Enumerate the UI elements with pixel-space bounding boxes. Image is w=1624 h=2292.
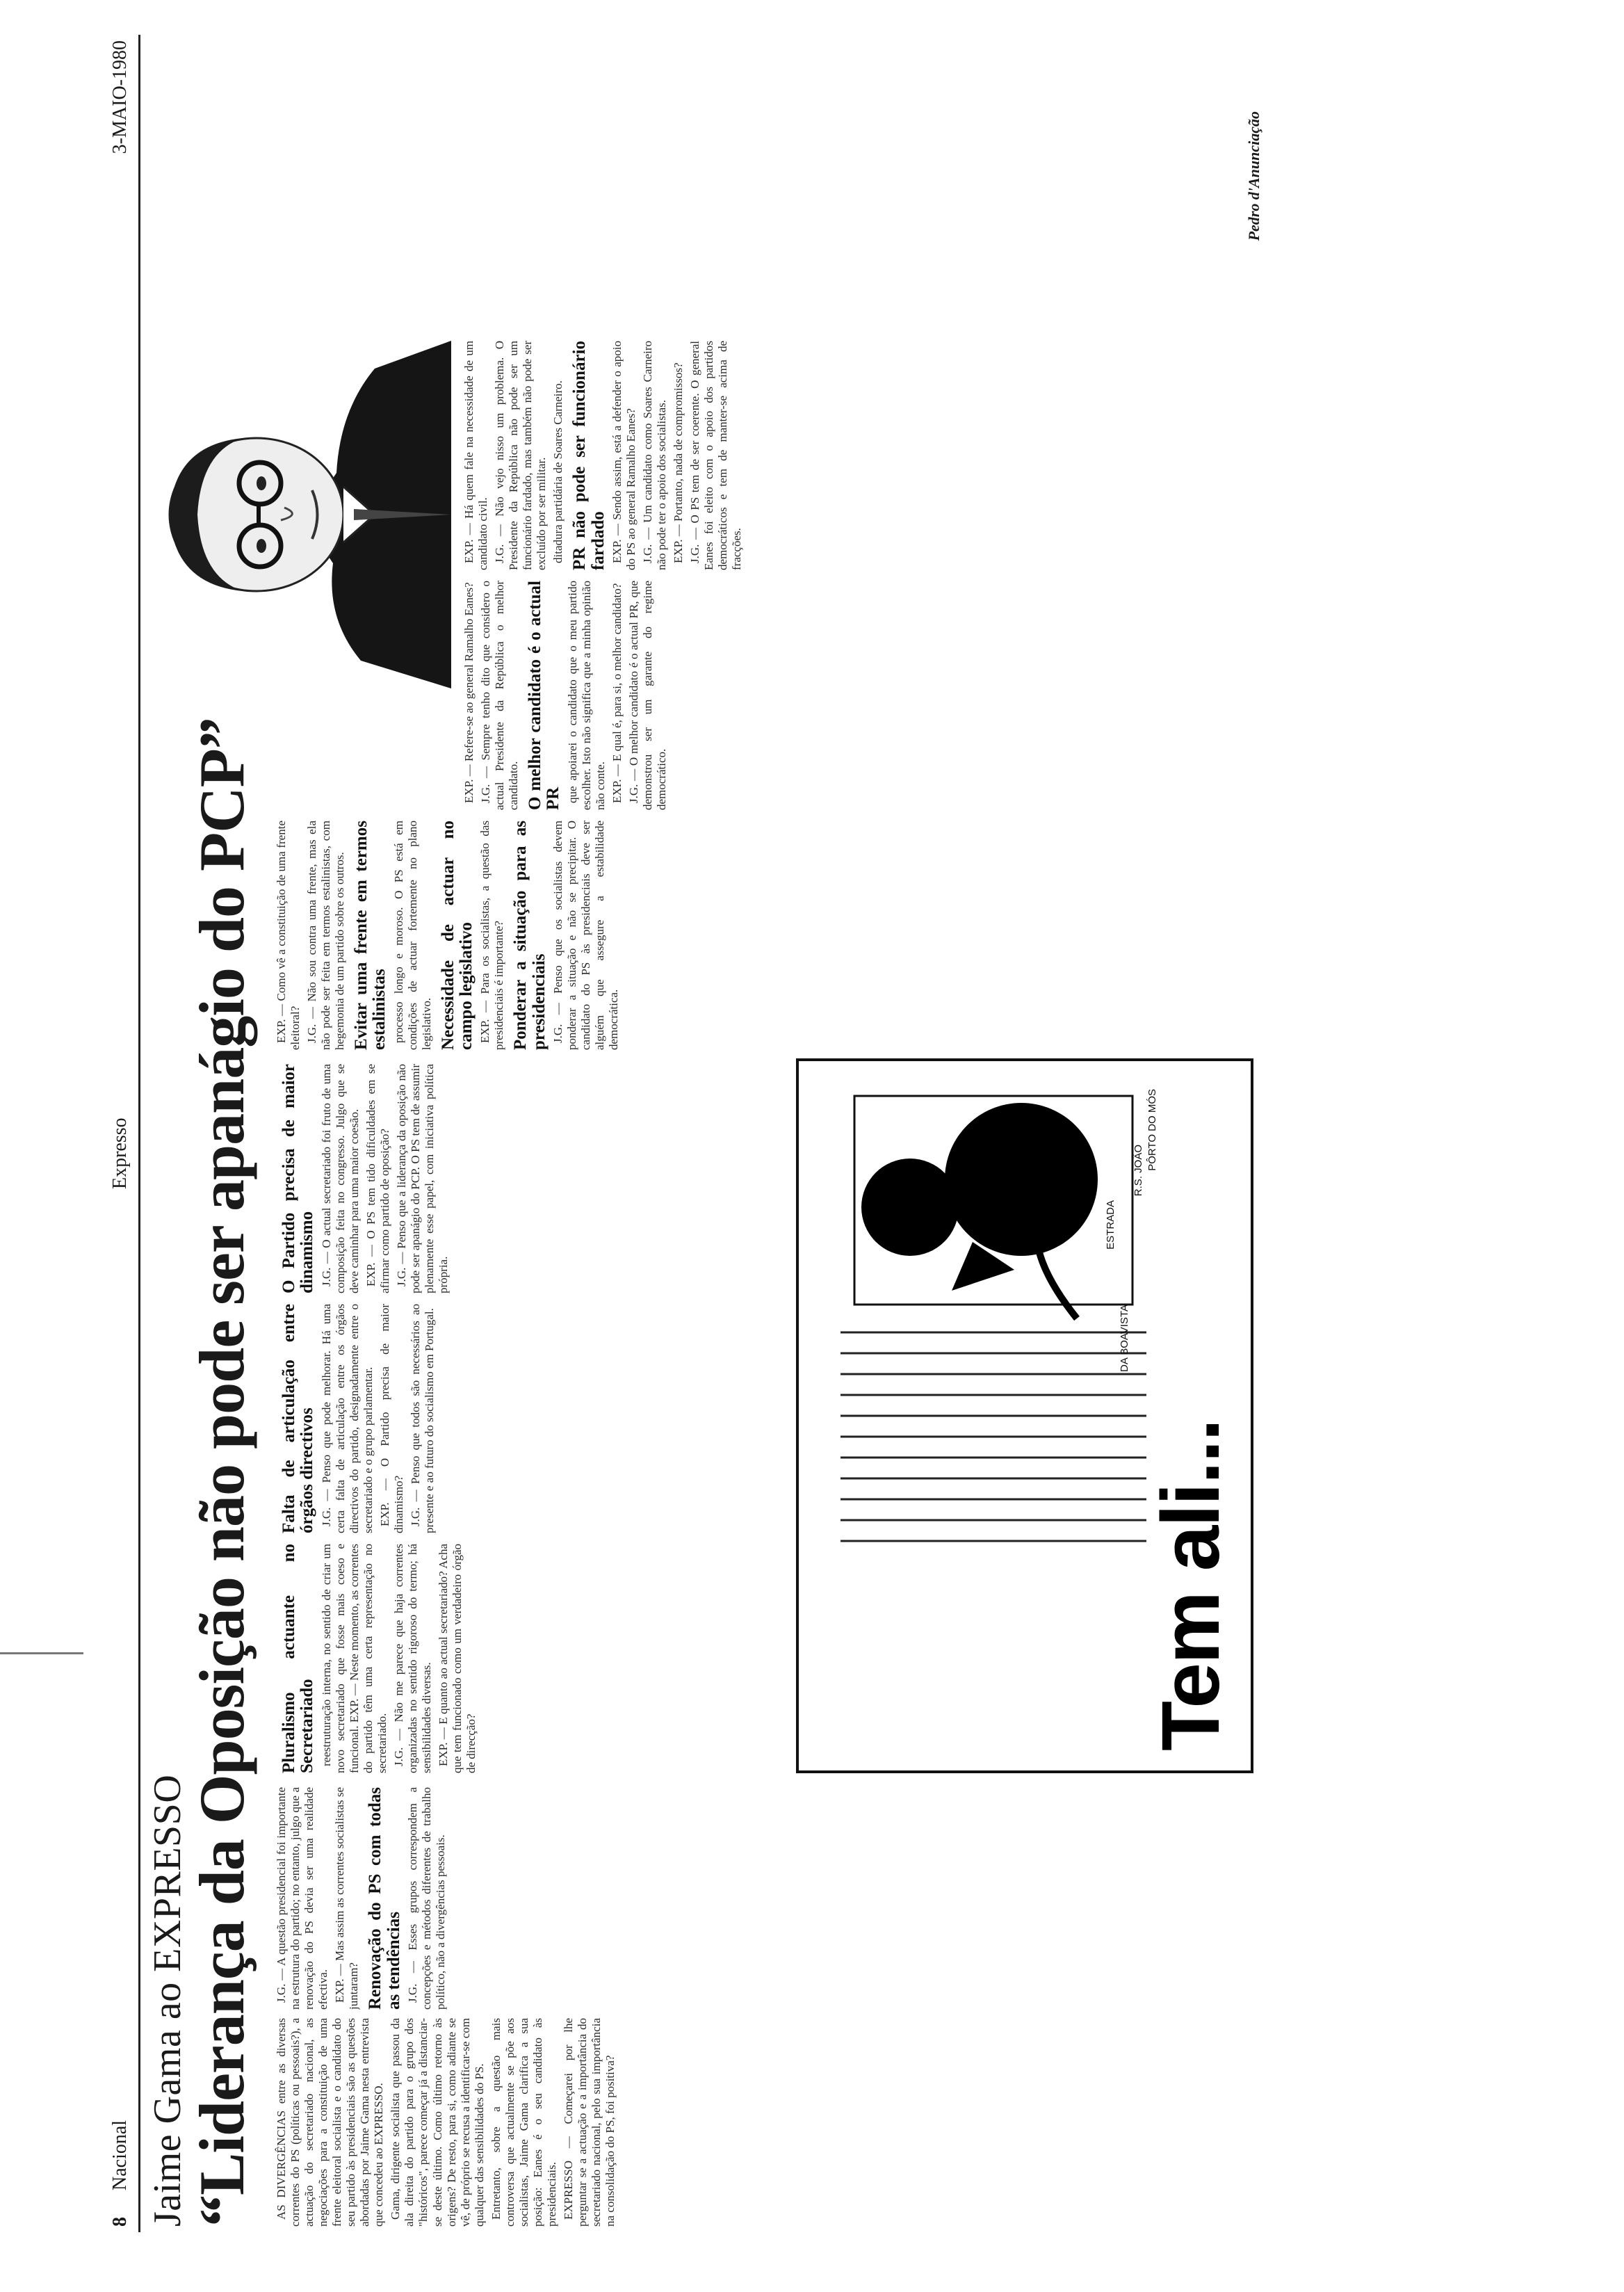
article-column-8 (462, 341, 1436, 570)
article-paragraph: J.G. — Não sou contra uma frente, mas ela não pode ser feita em termos estalinistas, com hegemonia de um partido sobre os outros. (305, 821, 347, 1050)
article-paragraph: J.G. — A questão presidencial foi importante na estrutura do partido; no entanto, julgo que a renovação do PS devia ser uma realidade efectiva. (275, 1787, 330, 2010)
article-paragraph: processo longo e moroso. O PS está em condições de actuar fortemente no plano legislativo. (391, 821, 433, 1050)
article-paragraph: EXP. — Para os socialistas, a questão das presidenciais é importante? (478, 821, 506, 1050)
subhead: O melhor candidato é o actual PR (526, 581, 563, 810)
portrait-photo-illustration (145, 341, 451, 702)
article-paragraph: J.G. — O actual secretariado foi fruto de uma composição feita no congresso. Julgo que se deve caminhar para uma maior coesão. (319, 1064, 361, 1293)
article-paragraph: J.G. — Penso que todos são necessários ao presente e ao futuro do socialismo em Portugal. (408, 1304, 436, 1533)
scan-margin-mark (0, 1652, 83, 1654)
publication-name: Expresso (109, 1117, 131, 1189)
article-paragraph: Entretanto, sobre a questão mais controversa que actualmente se põe aos socialistas, Jaime Gama clarifica a sua posição: Eanes é o seu candidato às presidenciais. (489, 2018, 558, 2227)
article-paragraph: J.G. — Penso que pode melhorar. Há uma certa falta de articulação entre os órgãos directivos do partido, designadamente entre o secretariado e o grupo parlamentar. (319, 1304, 375, 1533)
portrait-photo (145, 341, 451, 702)
subhead: Evitar uma frente em termos estalinistas (352, 821, 389, 1050)
article-paragraph: J.G. — Não me parece que haja correntes organizadas no sentido rigoroso do termo; há sensibilidades diversas. (391, 1544, 433, 1773)
ad-slogan: Tem ali... (1145, 1419, 1237, 1751)
subhead: PR não pode ser funcionário fardado (570, 341, 608, 570)
advertisement-box (796, 1058, 1253, 1773)
article-paragraph: EXP. — Mas assim as correntes socialistas se juntaram? (333, 1787, 361, 2010)
article-column-5 (275, 1064, 782, 1293)
article-paragraph: J.G. — Esses grupos correspondem a concepções e métodos diferentes de trabalho político, não a divergências pessoais. (405, 1787, 447, 2010)
article-paragraph: EXP. — Portanto, nada de compromissos? (672, 362, 685, 563)
article-column-1 (275, 2018, 1248, 2227)
article-paragraph: J.G. — Penso que a liderança da oposição não pode ser apanágio do PCP. O PS tem de assumir plenamente esse papel, com iniciativa política própria. (394, 1064, 450, 1293)
article-kicker: Jaime Gama ao EXPRESSO (146, 1774, 189, 2227)
article-paragraph: J.G. — Penso que os socialistas devem ponderar a situação e não se precipitar. O candidato do PS às presidenciais deve ser alguém que assegure a estabilidade democrática. (551, 821, 621, 1050)
article-paragraph: J.G. — Não vejo nisso um problema. O Presidente da República não pode ser um funcionário fardado, mas também não pode ser excluído por ser militar. (493, 341, 549, 570)
article-paragraph: EXP. — Como vê a constituição de uma frente eleitoral? (275, 821, 302, 1050)
article-paragraph: EXP. — E qual é, para si, o melhor candidato? (610, 583, 624, 803)
subhead: Falta de articulação entre órgãos directivos (279, 1304, 317, 1533)
article-paragraph: J.G. — Sempre tenho dito que considero o actual Presidente da República o melhor candidato. (479, 581, 521, 810)
subhead: Renovação do PS com todas as tendências (366, 1787, 403, 2010)
article-paragraph: EXP. — Sendo assim, está a defender o apoio do PS ao general Ramalho Eanes? (610, 341, 638, 570)
article-column-7 (462, 581, 1436, 810)
issue-date: 3-MAIO-1980 (109, 40, 131, 154)
article-paragraph: EXP. — Há quem fale na necessidade de um candidato civil. (462, 341, 490, 570)
subhead: O Partido precisa de maior dinamismo (279, 1064, 317, 1293)
header-rule (138, 35, 140, 2232)
article-paragraph: que apoiarei o candidato que o meu partido escolher. Isto não significa que a minha opinião não conte. (565, 581, 607, 810)
article-paragraph: Gama, dirigente socialista que passou da ala direita do partido para o grupo dos "históricos", parece começar já a distanciar-se deste último. Como último retorno às origens? De resto, para si, como adiante se vê, de próprio se recusa a identificar-se com qualquer das sensibilidades do PS. (389, 2018, 486, 2227)
subhead: Ponderar a situação para as presidenciais (511, 821, 549, 1050)
subhead: Pluralismo actuante no Secretariado (279, 1544, 317, 1773)
street-sign: R.S. JOÃO (1132, 1145, 1144, 1197)
article-paragraph: J.G. — O PS tem de ser coerente. O general Eanes foi eleito com o apoio dos partidos democráticos e tem de manter-se acima de fracções. (688, 341, 744, 570)
article-headline: “Liderança da Oposição não pode ser apanágio do PCP” (186, 718, 257, 2227)
street-sign: ESTRADA (1105, 1200, 1116, 1250)
page-number: 8 (109, 2217, 131, 2227)
subhead: Necessidade de actuar no campo legislativo (438, 821, 476, 1050)
article-column-4 (275, 1304, 782, 1533)
article-paragraph: ditadura partidária de Soares Carneiro. (551, 380, 565, 563)
article-intro: AS DIVERGÊNCIAS entre as diversas correntes do PS (políticas ou pessoais?), a actuação do secretariado nacional, as negociações para a constituição de uma frente eleitoral socialista e o candidato do seu partido às presidenciais são as questões abordadas por Jaime Gama nesta entrevista que concedeu ao EXPRESSO. (275, 2018, 386, 2227)
section-name: Nacional (109, 2120, 131, 2190)
street-sign: PÔRTO DO MÓS (1146, 1089, 1158, 1171)
article-paragraph: J.G. — Um candidato como Soares Carneiro não pode ter o apoio dos socialistas. (640, 341, 668, 570)
article-byline: Pedro d'Anunciação (1245, 111, 1262, 241)
article-paragraph: EXP. — E quanto ao actual secretariado? Acha que tem funcionado como um verdadeiro órgão de direcção? (436, 1544, 478, 1773)
article-paragraph: J.G. — O melhor candidato é o actual PR, que demonstrou ser um garante do regime democrático. (626, 581, 668, 810)
article-paragraph: EXP. — O PS tem tido dificuldades em se afirmar como partido de oposição? (364, 1064, 391, 1293)
article-paragraph: EXPRESSO — Começarei por lhe perguntar se a actuação e a importância do secretariado nacional, pelo sua importância na consolidação do PS, foi positiva? (561, 2018, 617, 2227)
newspaper-page (101, 35, 1269, 2232)
article-paragraph: EXP. — O Partido precisa de maior dinamismo? (377, 1304, 405, 1533)
article-paragraph: reestruturação interna, no sentido de criar um novo secretariado que fosse mais coeso e funcional. EXP. — Neste momento, as correntes do partido têm uma certa representação no secretariado. (319, 1544, 389, 1773)
article-column-6 (275, 821, 1248, 1050)
article-column-2 (275, 1787, 1248, 2010)
article-paragraph: EXP. — Refere-se ao general Ramalho Eanes? (462, 582, 476, 803)
article-column-3 (275, 1544, 782, 1773)
street-sign: DA BOAVISTA (1119, 1305, 1130, 1372)
